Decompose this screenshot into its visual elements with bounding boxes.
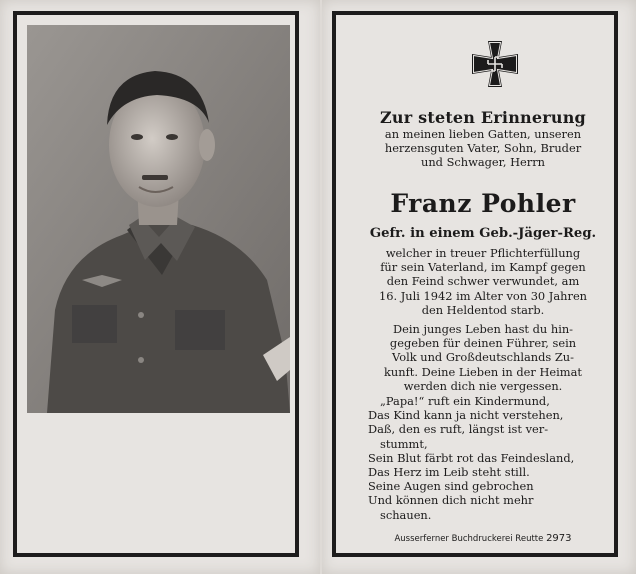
intro-line: und Schwager, Herrn	[420, 155, 545, 170]
tribute-line: Volk und Großdeutschlands Zu-	[392, 350, 574, 365]
printer-number: 2973	[546, 533, 572, 544]
printer-imprint	[350, 533, 616, 544]
intro-text	[350, 127, 616, 170]
deceased-name: Franz Pohler	[390, 189, 576, 218]
tribute-line: gegeben für deinen Führer, sein	[389, 336, 577, 351]
rank-unit: Gefr. in einem Geb.-Jäger-Reg.	[369, 226, 597, 241]
right-card-border	[332, 11, 618, 557]
poem-line: Und können dich nicht mehr	[368, 493, 534, 508]
death-line: 16. Juli 1942 im Alter von 30 Jahren	[378, 288, 588, 303]
death-line: für sein Vaterland, im Kampf gegen	[380, 260, 586, 275]
tribute-line: kunft. Deine Lieben in der Heimat	[384, 364, 582, 379]
tribute-text	[350, 322, 616, 393]
poem-line: Das Herz im Leib steht still.	[368, 465, 530, 480]
death-line: welcher in treuer Pflichterfüllung	[385, 246, 581, 260]
poem-line: stummt,	[380, 436, 428, 451]
heading: Zur steten Erinnerung	[380, 108, 586, 127]
poem-line: schauen.	[380, 507, 432, 522]
poem-line: Das Kind kann ja nicht verstehen,	[368, 408, 564, 423]
death-line: den Feind schwer verwundet, am	[386, 274, 580, 289]
death-line: den Heldentod starb.	[421, 302, 545, 317]
poem	[368, 394, 616, 522]
printer-name: Ausserferner Buchdruckerei Reutte	[394, 534, 544, 544]
poem-line: Daß, den es ruft, längst ist ver-	[368, 422, 549, 437]
right-card	[322, 0, 636, 574]
poem-line: „Papa!“ ruft ein Kindermund,	[380, 394, 550, 408]
poem-line: Seine Augen sind gebrochen	[368, 479, 534, 494]
intro-line: herzensguten Vater, Sohn, Bruder	[384, 141, 582, 156]
intro-line: an meinen lieben Gatten, unseren	[384, 127, 582, 141]
soldier-portrait-photo	[27, 25, 290, 413]
iron-cross-icon	[471, 40, 519, 88]
poem-line: Sein Blut färbt rot das Feindesland,	[368, 450, 575, 465]
death-text	[350, 246, 616, 317]
tribute-line: Dein junges Leben hast du hin-	[392, 322, 574, 336]
tribute-line: werden dich nie vergessen.	[403, 378, 563, 393]
